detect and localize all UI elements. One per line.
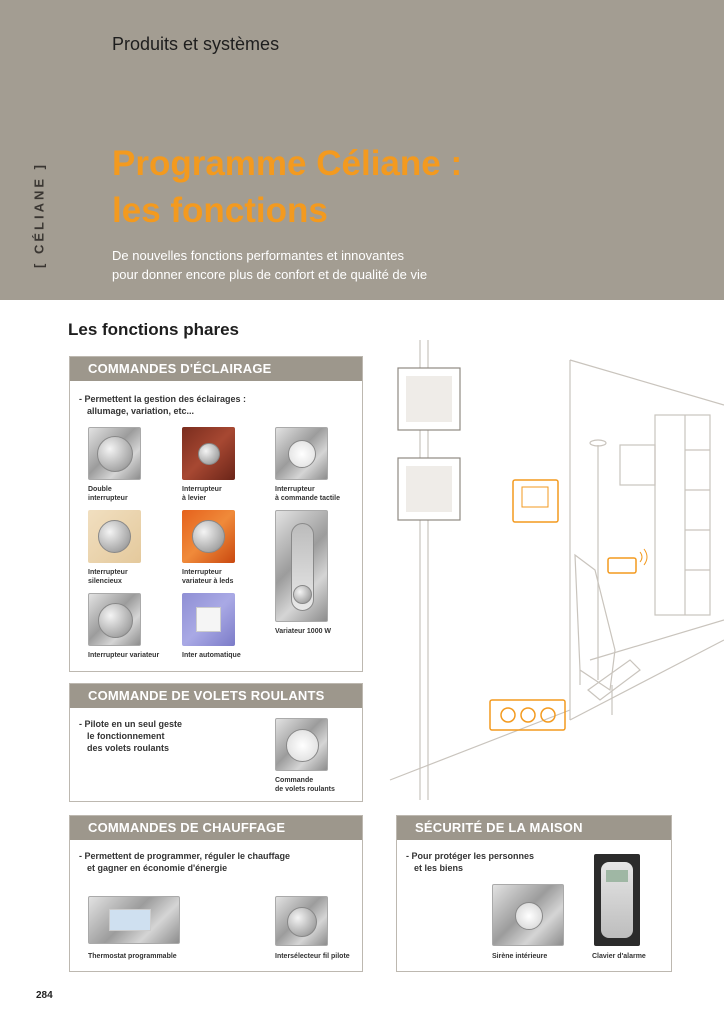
shutter-control-image [275,718,328,771]
siren-image [492,884,564,946]
lighting-heading: COMMANDES D'ÉCLAIRAGE [88,361,272,376]
switch-dimmer-image [88,593,141,646]
security-description [406,850,534,874]
lighting-panel-header [70,357,362,381]
selector-knob-icon [287,907,317,937]
caption-line-2: interrupteur [88,495,128,502]
product-caption [182,651,241,660]
product-caption [275,627,331,636]
auto-switch-image [182,593,235,646]
side-tab-label: [ CÉLIANE ] [31,162,47,268]
heating-description [79,850,290,874]
lever-switch-image [182,427,235,480]
keypad-screen-icon [606,870,628,882]
caption-line-2: à commande tactile [275,495,340,502]
caption-line-1: Commande [275,777,314,784]
shutters-desc-line-1: - Pilote en un seul geste [79,719,183,729]
thermostat-image [88,896,180,944]
dimmer-1000w-image [275,510,328,622]
security-desc-line-1: - Pour protéger les personnes [406,851,535,861]
thermostat-screen-icon [109,909,151,931]
subtitle-line-1: De nouvelles fonctions performantes et innovantes [112,248,404,263]
page-number: 284 [36,990,53,1001]
lighting-description [79,393,246,417]
shutter-knob-icon [286,729,319,762]
caption-line-1: Interrupteur variateur [88,652,160,659]
shutters-panel [69,683,363,802]
security-panel [396,815,672,972]
security-panel-header [397,816,671,840]
product-caption: Intersélecteur fil pilote [275,953,350,960]
title-line-1: Programme Céliane : [112,144,463,183]
product-caption [88,485,128,503]
caption-line-2: à levier [182,495,207,502]
led-dimmer-image [182,510,235,563]
alarm-keypad-image [594,854,640,946]
product-caption [88,651,159,660]
caption-line-1: Variateur 1000 W [275,628,332,635]
product-caption [275,776,335,794]
product-caption [182,568,233,586]
caption-line-2: variateur à leds [182,578,234,585]
caption-line-1: Interrupteur [88,569,128,576]
heating-heading: COMMANDES DE CHAUFFAGE [88,820,286,835]
caption-line-2: silencieux [88,578,122,585]
section-name: Produits et systèmes [112,34,280,54]
siren-grille-icon [515,902,543,930]
dimmer-knob-icon [293,585,312,604]
shutters-desc-line-2: le fonctionnement [87,731,165,741]
touch-switch-image [275,427,328,480]
caption-line-1: Interrupteur [182,569,222,576]
caption-line-1: Interrupteur [275,486,315,493]
product-caption: Clavier d'alarme [592,953,646,960]
dimmer-knob-icon [192,520,225,553]
switch-knob-icon [98,520,131,553]
header-band [0,0,724,300]
heating-panel-header [70,816,362,840]
touch-pad-icon [288,440,316,468]
heating-panel [69,815,363,972]
selector-image [275,896,328,946]
section-heading: Les fonctions phares [68,320,239,339]
side-tab [24,150,54,280]
product-caption [88,568,128,586]
sensor-icon [196,607,221,632]
shutters-panel-header [70,684,362,708]
room-illustration [380,340,724,810]
caption-line-2: de volets roulants [275,786,335,793]
switch-knob-icon [97,436,133,472]
lever-knob-icon [198,443,220,465]
product-caption [275,485,340,503]
product-caption [182,485,222,503]
shutters-desc-line-3: des volets roulants [87,743,170,753]
shutters-description [79,718,182,754]
caption-line-1: Interrupteur [182,486,222,493]
switch-knob-icon [98,603,133,638]
page-title [112,140,462,234]
security-heading: SÉCURITÉ DE LA MAISON [415,820,583,835]
lighting-desc-line-2: allumage, variation, etc... [87,406,195,416]
heating-desc-line-2: et gagner en économie d'énergie [87,863,228,873]
double-switch-image [88,427,141,480]
caption-line-1: Double [88,486,112,493]
lighting-panel [69,356,363,672]
security-desc-line-2: et les biens [414,863,464,873]
page-subtitle [112,246,427,284]
silent-switch-image [88,510,141,563]
product-caption: Thermostat programmable [88,953,177,960]
lighting-desc-line-1: - Permettent la gestion des éclairages : [79,394,247,404]
subtitle-line-2: pour donner encore plus de confort et de qualité de vie [112,267,428,282]
product-caption: Sirène intérieure [492,953,548,960]
heating-desc-line-1: - Permettent de programmer, réguler le chauffage [79,851,291,861]
shutters-heading: COMMANDE DE VOLETS ROULANTS [88,688,325,703]
caption-line-1: Inter automatique [182,652,241,659]
title-line-2: les fonctions [112,191,328,230]
